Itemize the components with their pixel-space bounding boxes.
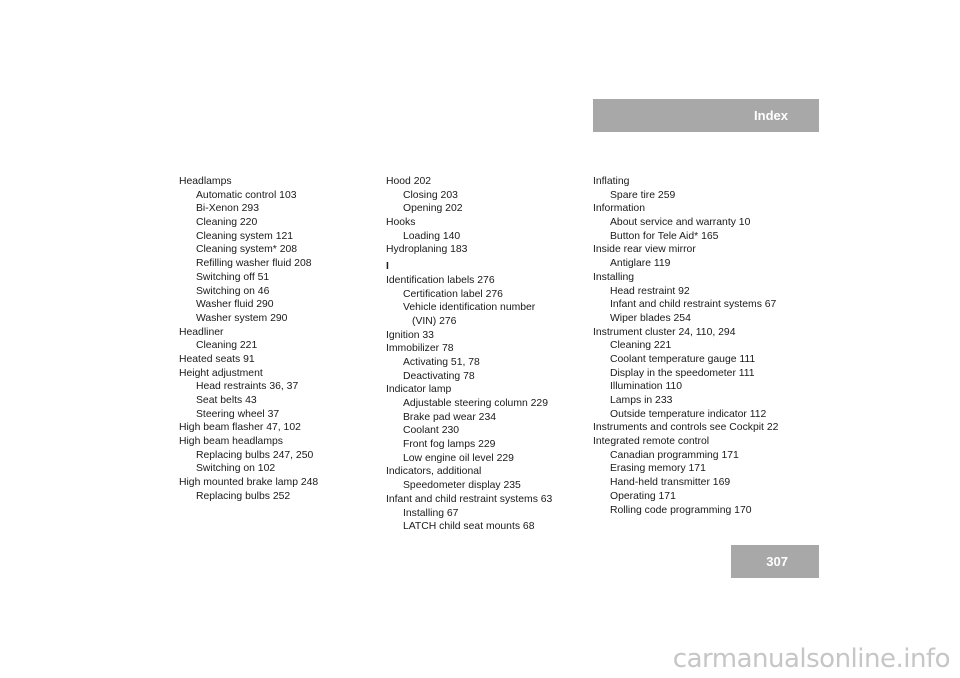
index-subentry: Spare tire 259 [610, 189, 676, 201]
index-entry: Headlamps [179, 176, 232, 187]
index-subentry: Button for Tele Aid* 165 [610, 230, 719, 242]
index-entry: Height adjustment [179, 367, 263, 379]
index-entry: Instruments and controls see Cockpit 22 [593, 422, 779, 434]
index-subentry: Antiglare 119 [610, 258, 671, 270]
index-subentry: Head restraint 92 [610, 285, 690, 297]
page-number-tab [731, 545, 819, 578]
index-entry: High beam flasher 47, 102 [179, 422, 301, 434]
index-subentry: Speedometer display 235 [403, 480, 521, 492]
index-entry: Infant and child restraint systems 63 [386, 493, 553, 505]
index-letter-heading: I [386, 261, 389, 273]
page-number: 307 [766, 554, 788, 569]
index-subentry: Coolant temperature gauge 111 [610, 353, 756, 365]
index-subentry: Cleaning 221 [196, 340, 258, 352]
index-subentry: Cleaning system 121 [196, 230, 294, 242]
index-subentry: Deactivating 78 [403, 370, 475, 382]
index-entry: Inside rear view mirror [593, 244, 696, 256]
index-entry: Hydroplaning 183 [386, 244, 468, 256]
index-subentry: Refilling washer fluid 208 [196, 258, 312, 270]
index-entry: Hooks [386, 217, 416, 229]
index-subentry: Cleaning system* 208 [196, 244, 298, 256]
index-entry: Hood 202 [386, 176, 432, 187]
index-column-2 [386, 175, 586, 534]
index-subentry: Cleaning 220 [196, 217, 258, 229]
index-entry: Ignition 33 [386, 329, 434, 341]
index-subentry: Washer fluid 290 [196, 299, 274, 311]
index-entry: Integrated remote control [593, 436, 710, 448]
index-subentry: Operating 171 [610, 490, 676, 502]
index-entry: Heated seats 91 [179, 353, 255, 365]
index-subentry: Front fog lamps 229 [403, 439, 496, 451]
index-entry: Installing [593, 271, 635, 283]
index-subentry: Canadian programming 171 [610, 449, 739, 461]
index-subentry: Replacing bulbs 252 [196, 490, 291, 502]
index-subentry: Seat belts 43 [196, 395, 257, 406]
index-subentry: Switching off 51 [196, 271, 270, 283]
index-entry: Immobilizer 78 [386, 343, 454, 355]
index-subentry: Vehicle identification number [403, 302, 536, 314]
index-subentry: Rolling code programming 170 [610, 504, 752, 516]
index-subentry: Wiper blades 254 [610, 312, 691, 324]
index-column-1 [179, 175, 379, 504]
section-header-tab [593, 99, 819, 132]
index-entry: Instrument cluster 24, 110, 294 [593, 326, 736, 338]
index-subentry: Steering wheel 37 [196, 408, 280, 420]
index-entry: Inflating [593, 176, 630, 187]
index-subentry-continuation: (VIN) 276 [412, 315, 457, 327]
index-subentry: Coolant 230 [403, 425, 460, 437]
index-subentry: Automatic control 103 [196, 189, 297, 201]
index-entry: Information [593, 203, 645, 215]
index-subentry: Opening 202 [403, 203, 463, 215]
index-entry: Indicators, additional [386, 466, 482, 478]
index-subentry: Head restraints 36, 37 [196, 381, 299, 393]
index-entry: Identification labels 276 [386, 274, 495, 286]
index-subentry: Switching on 102 [196, 463, 276, 475]
index-subentry: Cleaning 221 [610, 340, 672, 352]
index-subentry: About service and warranty 10 [610, 217, 751, 229]
index-subentry: LATCH child seat mounts 68 [403, 521, 535, 533]
index-subentry: Infant and child restraint systems 67 [610, 299, 777, 311]
index-subentry: Replacing bulbs 247, 250 [196, 449, 314, 461]
index-subentry: Closing 203 [403, 189, 458, 201]
index-subentry: Brake pad wear 234 [403, 411, 496, 423]
index-subentry: Hand-held transmitter 169 [610, 477, 731, 489]
index-subentry: Activating 51, 78 [403, 356, 480, 368]
index-subentry: Loading 140 [403, 230, 461, 242]
index-subentry: Erasing memory 171 [610, 463, 706, 475]
index-subentry: Washer system 290 [196, 312, 288, 324]
index-subentry: Switching on 46 [196, 285, 270, 297]
index-entry: High mounted brake lamp 248 [179, 477, 319, 489]
index-subentry: Bi-Xenon 293 [196, 203, 259, 215]
index-subentry: Adjustable steering column 229 [403, 398, 548, 409]
index-subentry: Display in the speedometer 111 [610, 367, 755, 379]
index-subentry: Lamps in 233 [610, 395, 673, 406]
section-title: Index [754, 108, 788, 123]
index-entry: Headliner [179, 326, 224, 338]
index-subentry: Low engine oil level 229 [403, 452, 514, 464]
index-column-3 [593, 175, 823, 517]
index-subentry: Outside temperature indicator 112 [610, 408, 767, 420]
index-subentry: Illumination 110 [610, 381, 683, 393]
watermark-text: carmanualsonline.info [672, 644, 950, 674]
index-subentry: Installing 67 [403, 507, 459, 519]
index-subentry: Certification label 276 [403, 288, 503, 300]
index-entry: Indicator lamp [386, 384, 452, 396]
index-entry: High beam headlamps [179, 436, 283, 448]
